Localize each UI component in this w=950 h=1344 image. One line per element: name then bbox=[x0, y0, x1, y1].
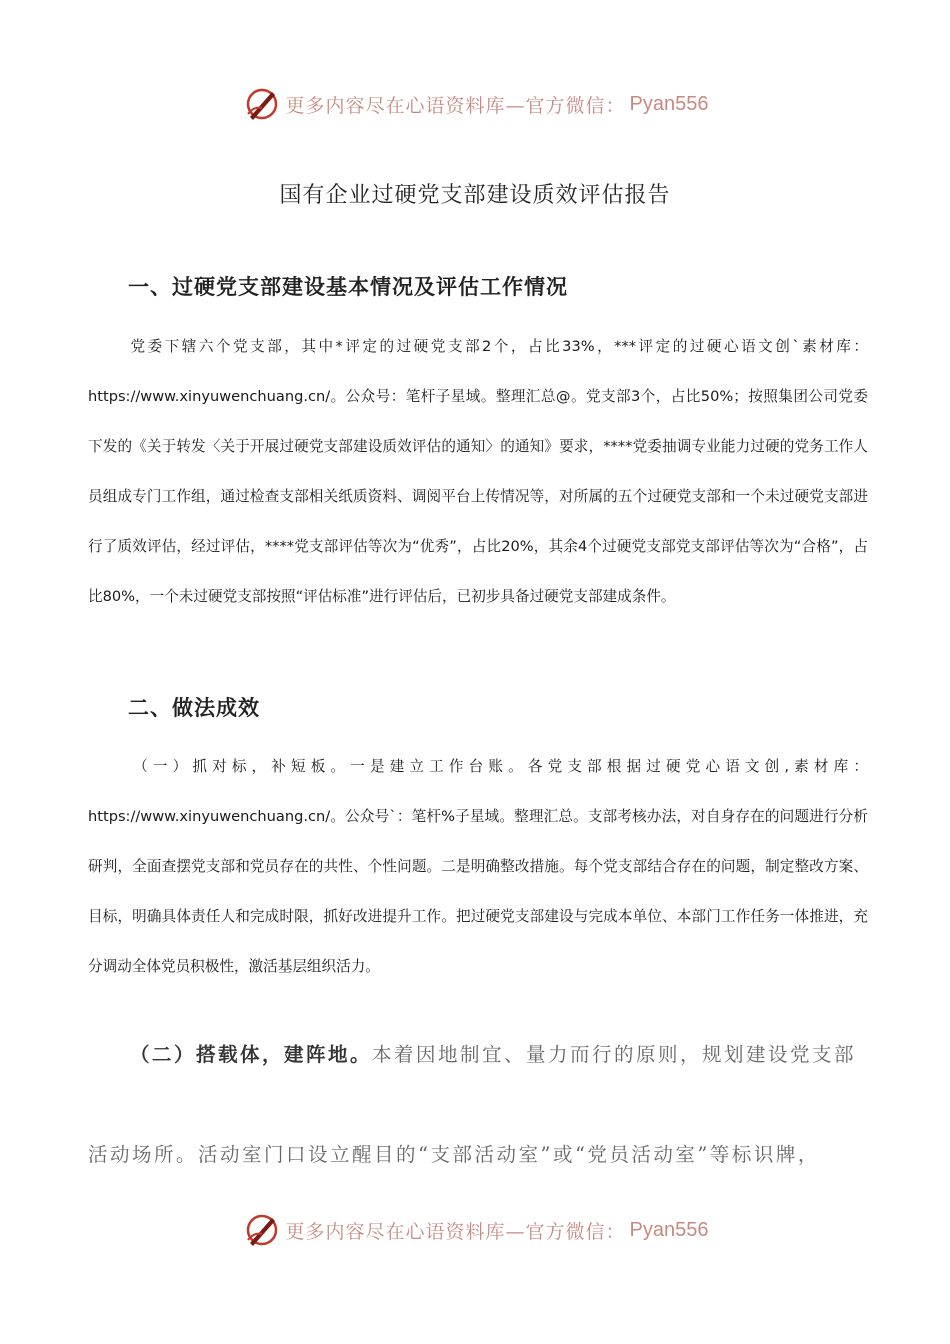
banner-text: 更多内容尽在心语资料库—官方微信： bbox=[285, 94, 626, 117]
banner-content bbox=[242, 84, 709, 124]
section2-paragraph-2 bbox=[88, 1005, 878, 1205]
footer-banner bbox=[0, 1208, 950, 1252]
footer-banner-content bbox=[242, 1210, 709, 1250]
paragraph-2-body: 本着因地制宜、量力而行的原则，规划建设党支部活动场所。活动室门口设立醒目的“支部活动室”或“党员活动室”等标识牌， bbox=[88, 1043, 857, 1166]
pen-logo-icon bbox=[242, 84, 282, 124]
section2-paragraph-1 bbox=[88, 742, 868, 992]
banner-wechat-id: Pyan556 bbox=[629, 92, 709, 115]
section-heading-2: 二、做法成效 bbox=[128, 695, 260, 720]
section1-paragraph bbox=[88, 322, 868, 622]
section1-paragraph-text: 党委下辖六个党支部，其中*评定的过硬党支部2个，占比33%，***评定的过硬心语文创`素材库：https://www.xinyuwenchuang.cn/。公众号：笔杆子星域。整理汇总@。党支部3个，占比50%；按照集团公司党委下发的《关于转发〈关于开展过硬党支部建设质效评估的通知〉的通知》要求，****党委抽调专业能力过硬的党务工作人员组成专门工作组，通过检查支部相关纸质资料、调阅平台上传情况等，对所属的五个过硬党支部和一个未过硬党支部进行了质效评估，经过评估，****党支部评估等次为“优秀”，占比20%，其余4个过硬党支部党支部评估等次为“合格”，占比80%，一个未过硬党支部按照“评估标准”进行评估后，已初步具备过硬党支部建成条件。 bbox=[88, 338, 868, 605]
section-heading-1: 一、过硬党支部建设基本情况及评估工作情况 bbox=[128, 274, 568, 299]
footer-banner-text: 更多内容尽在心语资料库—官方微信： bbox=[285, 1220, 626, 1243]
header-banner bbox=[0, 82, 950, 126]
pen-logo-icon bbox=[242, 1210, 282, 1250]
paragraph-2-lead: （二）搭载体，建阵地。 bbox=[130, 1043, 373, 1066]
footer-banner-wechat-id: Pyan556 bbox=[629, 1218, 709, 1241]
section2-paragraph-1-text: （一）抓对标，补短板。一是建立工作台账。各党支部根据过硬党心语文创,素材库：https://www.xinyuwenchuang.cn/。公众号`：笔杆%子星域。整理汇总。支部考核办法，对自身存在的问题进行分析研判，全面查摆党支部和党员存在的共性、个性问题。二是明确整改措施。每个党支部结合存在的问题，制定整改方案、目标，明确具体责任人和完成时限，抓好改进提升工作。把过硬党支部建设与完成本单位、本部门工作任务一体推进，充分调动全体党员积极性，激活基层组织活力。 bbox=[88, 758, 868, 975]
document-title: 国有企业过硬党支部建设质效评估报告 bbox=[279, 183, 671, 208]
